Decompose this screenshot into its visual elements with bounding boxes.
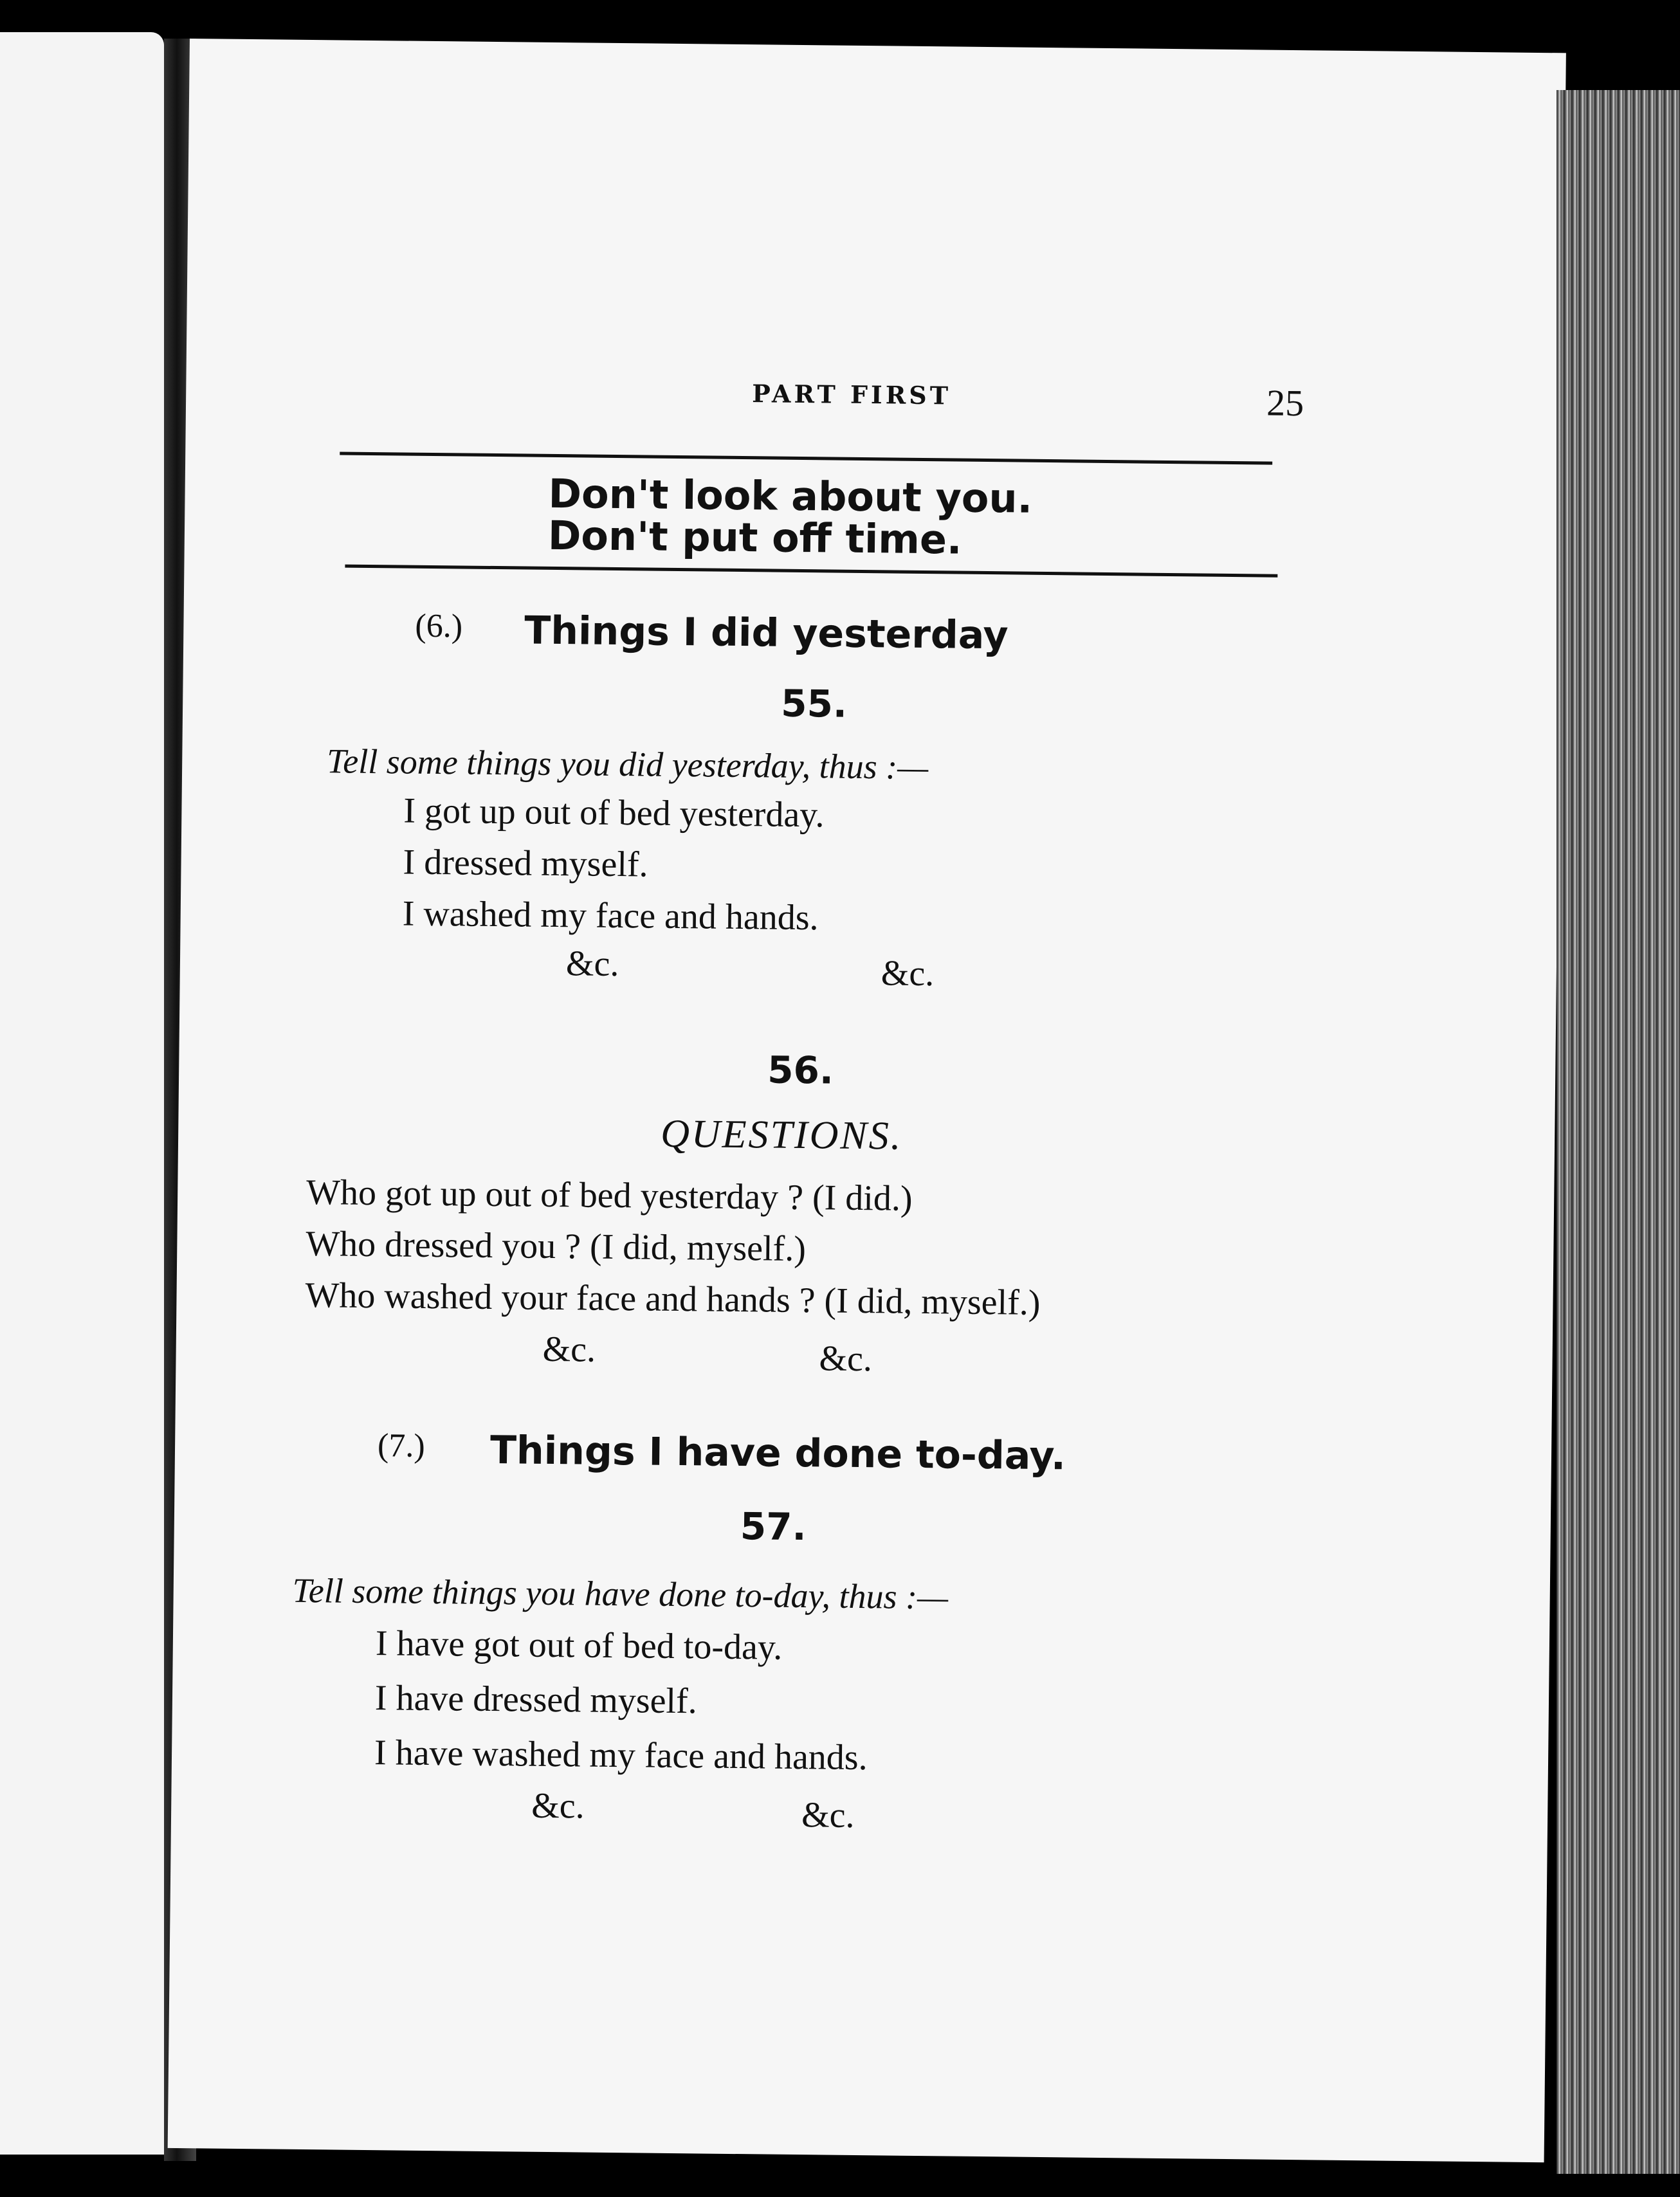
exercise-57-number: 57. bbox=[740, 1504, 807, 1549]
top-rule bbox=[340, 451, 1272, 464]
left-page-edge bbox=[0, 32, 164, 2155]
exercise-55-etc-2: &c. bbox=[881, 953, 935, 994]
exercise-56-number: 56. bbox=[767, 1048, 834, 1093]
motto-line-2: Don't put off time. bbox=[547, 511, 962, 563]
page-fore-edge bbox=[1557, 90, 1680, 2174]
running-head: PART FIRST bbox=[752, 379, 952, 410]
bottom-rule bbox=[345, 565, 1277, 578]
exercise-55-instruction: Tell some things you did yesterday, thus :— bbox=[326, 742, 929, 787]
question-line-1: Who got up out of bed yesterday ? (I did.) bbox=[306, 1172, 913, 1219]
exercise-55-line-3: I washed my face and hands. bbox=[402, 893, 819, 938]
book-page bbox=[168, 39, 1566, 2162]
motto-line-1: Don't look about you. bbox=[548, 469, 1033, 522]
lesson-7-title: Things I have done to-day. bbox=[489, 1428, 1066, 1479]
page-number: 25 bbox=[1266, 381, 1304, 424]
exercise-55-line-2: I dressed myself. bbox=[403, 842, 648, 885]
exercise-57-etc-2: &c. bbox=[801, 1795, 855, 1836]
exercise-57-line-3: I have washed my face and hands. bbox=[374, 1733, 868, 1778]
question-line-2: Who dressed you ? (I did, myself.) bbox=[306, 1223, 807, 1270]
exercise-56-etc-1: &c. bbox=[542, 1329, 596, 1370]
exercise-57-line-2: I have dressed myself. bbox=[374, 1678, 698, 1722]
exercise-55-etc-1: &c. bbox=[565, 944, 619, 985]
exercise-57-etc-1: &c. bbox=[531, 1785, 585, 1827]
exercise-57-line-1: I have got out of bed to-day. bbox=[375, 1623, 783, 1668]
lesson-6-number: (6.) bbox=[415, 607, 463, 645]
exercise-55-number: 55. bbox=[780, 681, 848, 726]
lesson-7-number: (7.) bbox=[377, 1427, 426, 1464]
exercise-57-instruction: Tell some things you have done to-day, thus :— bbox=[292, 1571, 949, 1617]
questions-title: QUESTIONS. bbox=[660, 1111, 903, 1158]
exercise-56-etc-2: &c. bbox=[819, 1338, 873, 1380]
question-line-3: Who washed your face and hands ? (I did, myself.) bbox=[305, 1275, 1041, 1323]
exercise-55-line-1: I got up out of bed yesterday. bbox=[403, 790, 825, 835]
lesson-6-title: Things I did yesterday bbox=[524, 608, 1009, 659]
